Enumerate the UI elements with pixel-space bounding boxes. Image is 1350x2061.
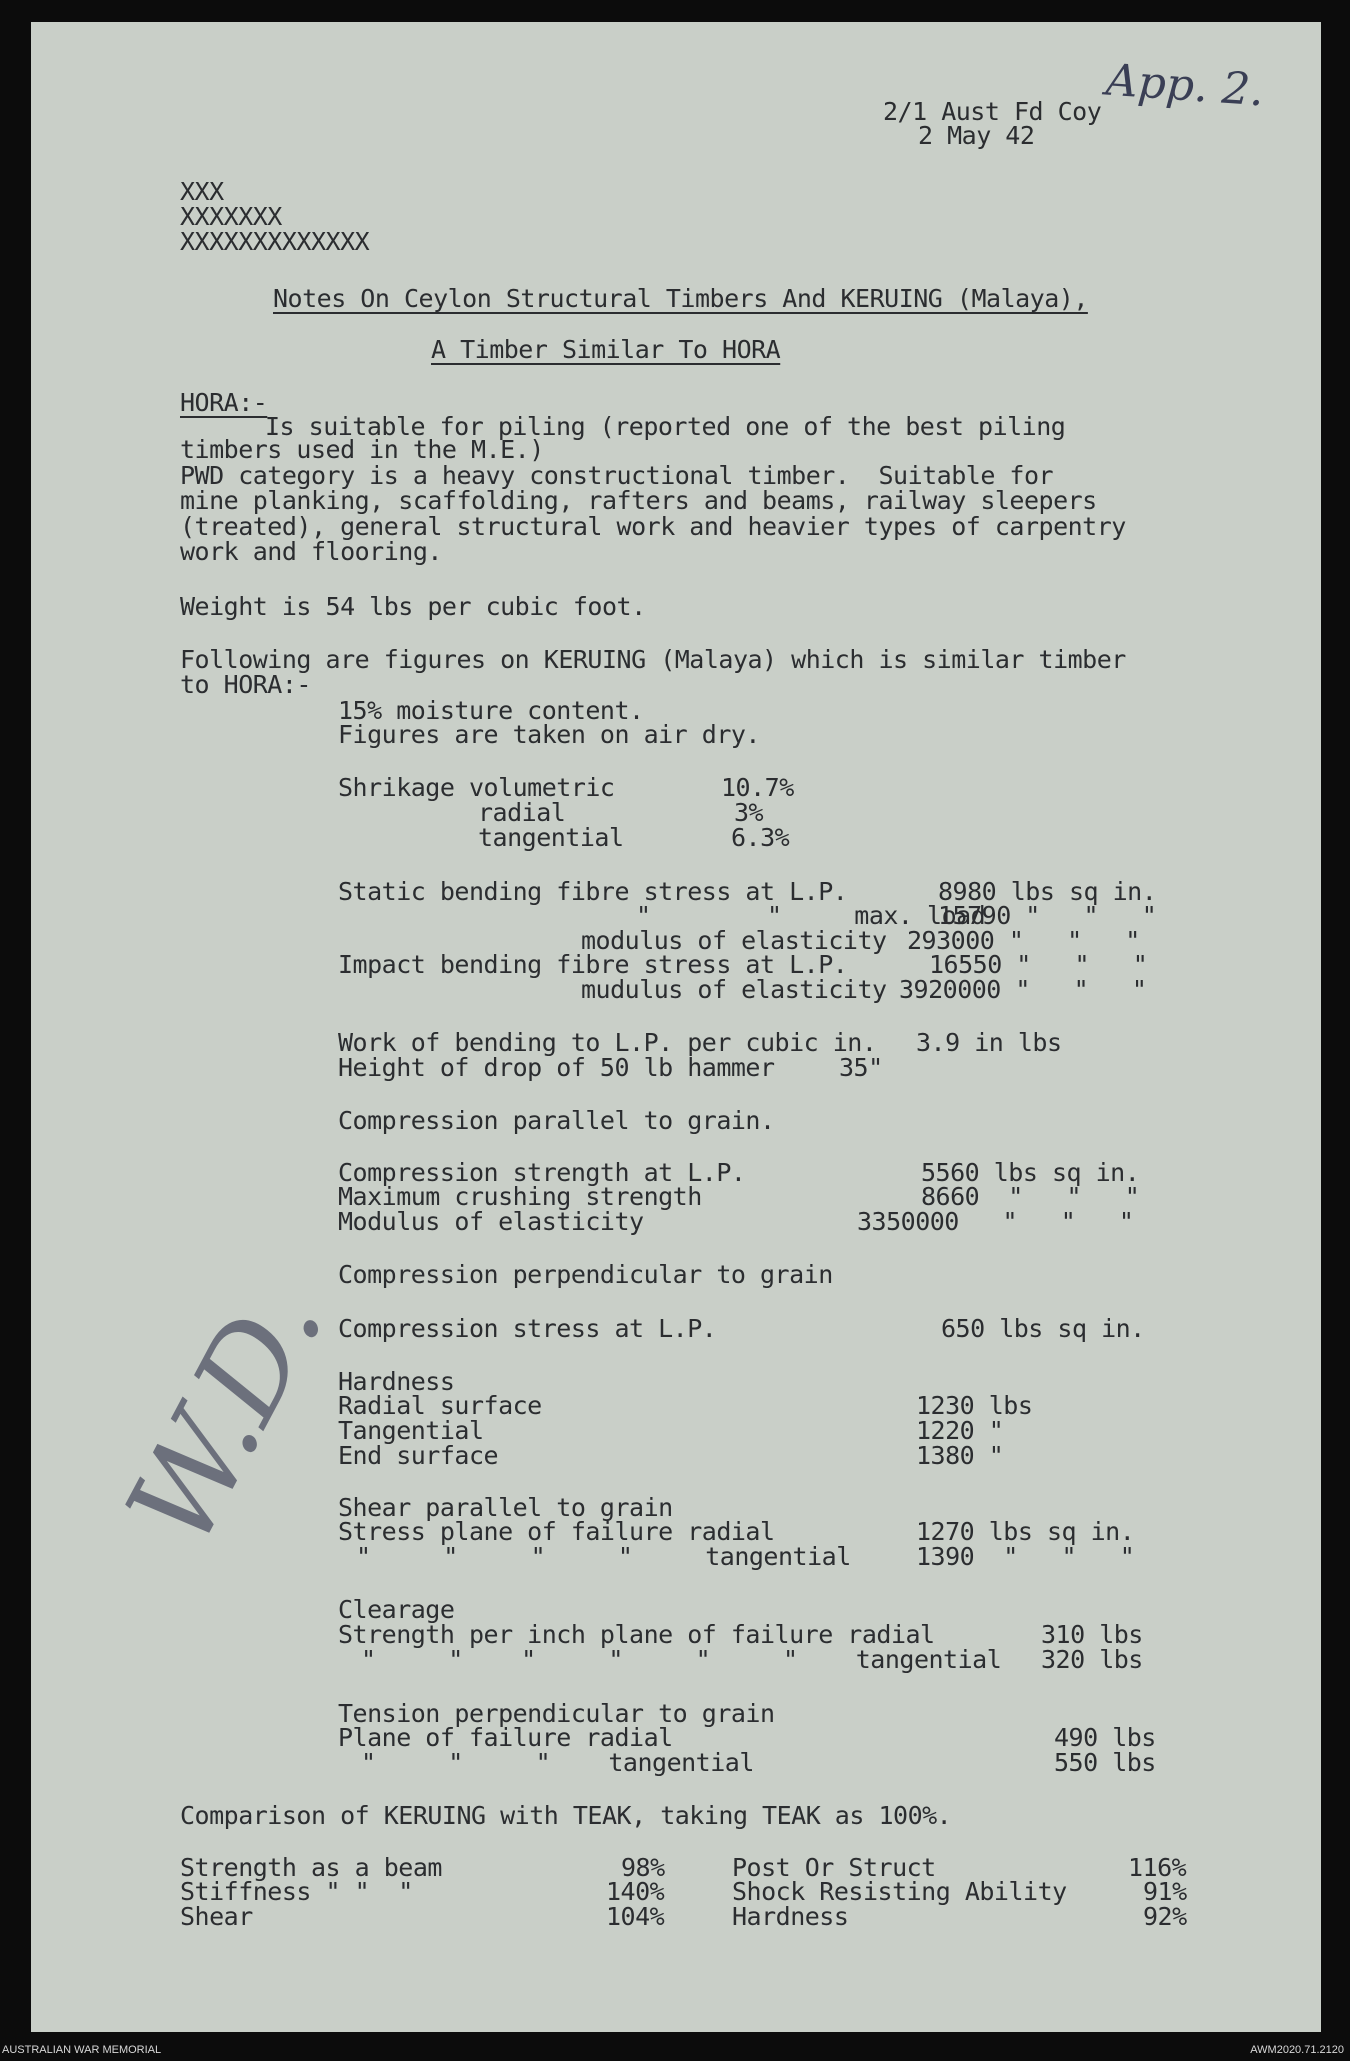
document-page	[31, 22, 1321, 2032]
comparison-right-label: Hardness	[732, 1902, 849, 1931]
hardness-value: 1230 lbs	[916, 1391, 1033, 1420]
handwritten-initials: W.D.	[101, 1263, 351, 1568]
compression-perp-label: Compression stress at L.P.	[338, 1314, 717, 1343]
tension-label: " " " tangential	[361, 1748, 754, 1777]
document-subtitle: A Timber Similar To HORA	[431, 335, 781, 364]
hora-text: (treated), general structural work and heavier types of carpentry	[180, 512, 1126, 541]
hora-weight: Weight is 54 lbs per cubic foot.	[180, 592, 646, 621]
shrinkage-label: tangential	[478, 823, 624, 852]
comparison-left-value: 104%	[606, 1902, 665, 1931]
struck-text: XXXXXXX	[180, 202, 282, 231]
comparison-right-label: Post Or Struct	[732, 1853, 936, 1882]
bending-value: 8980 lbs sq in.	[938, 877, 1157, 906]
bending-value: 16550 " " "	[929, 950, 1148, 979]
comparison-heading: Comparison of KERUING with TEAK, taking TEAK as 100%.	[180, 1801, 952, 1830]
hora-text: PWD category is a heavy constructional timber. Suitable for	[180, 461, 1054, 490]
compression-label: Modulus of elasticity	[338, 1207, 644, 1236]
compression-label: Maximum crushing strength	[338, 1182, 702, 1211]
bending-value: 293000 " " "	[907, 926, 1140, 955]
shrinkage-label: radial	[478, 798, 566, 827]
shear-label: " " " " tangential	[356, 1542, 851, 1571]
hardness-label: Radial surface	[338, 1391, 542, 1420]
comparison-right-value: 91%	[1143, 1877, 1187, 1906]
footer-catalogue-number: AWM2020.71.2120	[1250, 2044, 1344, 2056]
shear-label: Stress plane of failure radial	[338, 1517, 775, 1546]
hora-text: timbers used in the M.E.)	[180, 435, 544, 464]
hora-text: Is suitable for piling (reported one of the best piling	[265, 412, 1066, 441]
hardness-value: 1220 "	[916, 1416, 1004, 1445]
cleavage-value: 310 lbs	[1041, 1620, 1143, 1649]
bending-value: 15790 " " "	[938, 901, 1157, 930]
struck-text: XXXXXXXXXXXXX	[180, 227, 370, 256]
shear-value: 1390 " " "	[916, 1542, 1135, 1571]
footer-archive-name: AUSTRALIAN WAR MEMORIAL	[2, 2044, 162, 2056]
comparison-right-value: 116%	[1128, 1853, 1187, 1882]
document-title: Notes On Ceylon Structural Timbers And KERUING (Malaya),	[273, 284, 1088, 313]
bending-label: Static bending fibre stress at L.P.	[338, 877, 848, 906]
compression-perp-value: 650 lbs sq in.	[941, 1314, 1145, 1343]
section-heading: Compression perpendicular to grain	[338, 1260, 833, 1289]
compression-value: 8660 " " "	[921, 1182, 1140, 1211]
moisture-note: 15% moisture content.	[338, 696, 644, 725]
cleavage-label: Strength per inch plane of failure radial	[338, 1620, 935, 1649]
tension-label: Plane of failure radial	[338, 1723, 673, 1752]
air-dry-note: Figures are taken on air dry.	[338, 720, 760, 749]
section-heading: Compression parallel to grain.	[338, 1106, 775, 1135]
bending-label: Impact bending fibre stress at L.P.	[338, 950, 848, 979]
struck-text: XXX	[180, 177, 224, 206]
tension-value: 550 lbs	[1054, 1748, 1156, 1777]
date-line: 2 May 42	[918, 121, 1035, 150]
section-heading: Tension perpendicular to grain	[338, 1699, 775, 1728]
shrinkage-value: 3%	[734, 798, 764, 827]
hardness-value: 1380 "	[916, 1441, 1004, 1470]
compression-value: 3350000 " " "	[857, 1207, 1134, 1236]
comparison-right-value: 92%	[1143, 1902, 1187, 1931]
comparison-left-value: 98%	[621, 1853, 665, 1882]
compression-label: Compression strength at L.P.	[338, 1158, 746, 1187]
comparison-left-label: Strength as a beam	[180, 1853, 442, 1882]
comparison-left-value: 140%	[606, 1877, 665, 1906]
keruing-intro: to HORA:-	[180, 670, 311, 699]
comparison-left-label: Stiffness " " "	[180, 1877, 413, 1906]
section-heading: Clearage	[338, 1595, 455, 1624]
shrinkage-label: Shrikage volumetric	[338, 773, 615, 802]
comparison-left-label: Shear	[180, 1902, 253, 1931]
cleavage-value: 320 lbs	[1041, 1645, 1143, 1674]
hora-text: mine planking, scaffolding, rafters and beams, railway sleepers	[180, 486, 1097, 515]
shear-value: 1270 lbs sq in.	[916, 1517, 1135, 1546]
section-heading-hora: HORA:-	[180, 388, 268, 417]
section-heading: Shear parallel to grain	[338, 1493, 673, 1522]
hora-text: work and flooring.	[180, 537, 442, 566]
shrinkage-value: 10.7%	[721, 773, 794, 802]
unit-line: 2/1 Aust Fd Coy	[883, 97, 1102, 126]
hardness-label: End surface	[338, 1441, 499, 1470]
cleavage-label: " " " " " " tangential	[361, 1645, 1002, 1674]
bending-label: modulus of elasticity	[581, 926, 887, 955]
work-value: 35"	[839, 1053, 883, 1082]
keruing-intro: Following are figures on KERUING (Malaya) which is similar timber	[180, 645, 1126, 674]
bending-value: 3920000 " " "	[899, 975, 1147, 1004]
bending-label: " " max. load	[636, 901, 986, 930]
comparison-right-label: Shock Resisting Ability	[732, 1877, 1067, 1906]
hardness-label: Tangential	[338, 1416, 484, 1445]
work-label: Work of bending to L.P. per cubic in.	[338, 1028, 877, 1057]
work-label: Height of drop of 50 lb hammer	[338, 1053, 775, 1082]
shrinkage-value: 6.3%	[731, 823, 790, 852]
work-value: 3.9 in lbs	[916, 1028, 1062, 1057]
bending-label: mudulus of elasticity	[581, 975, 887, 1004]
section-heading: Hardness	[338, 1367, 455, 1396]
compression-value: 5560 lbs sq in.	[921, 1158, 1140, 1187]
tension-value: 490 lbs	[1054, 1723, 1156, 1752]
handwritten-reference: App. 2.	[1104, 54, 1266, 117]
